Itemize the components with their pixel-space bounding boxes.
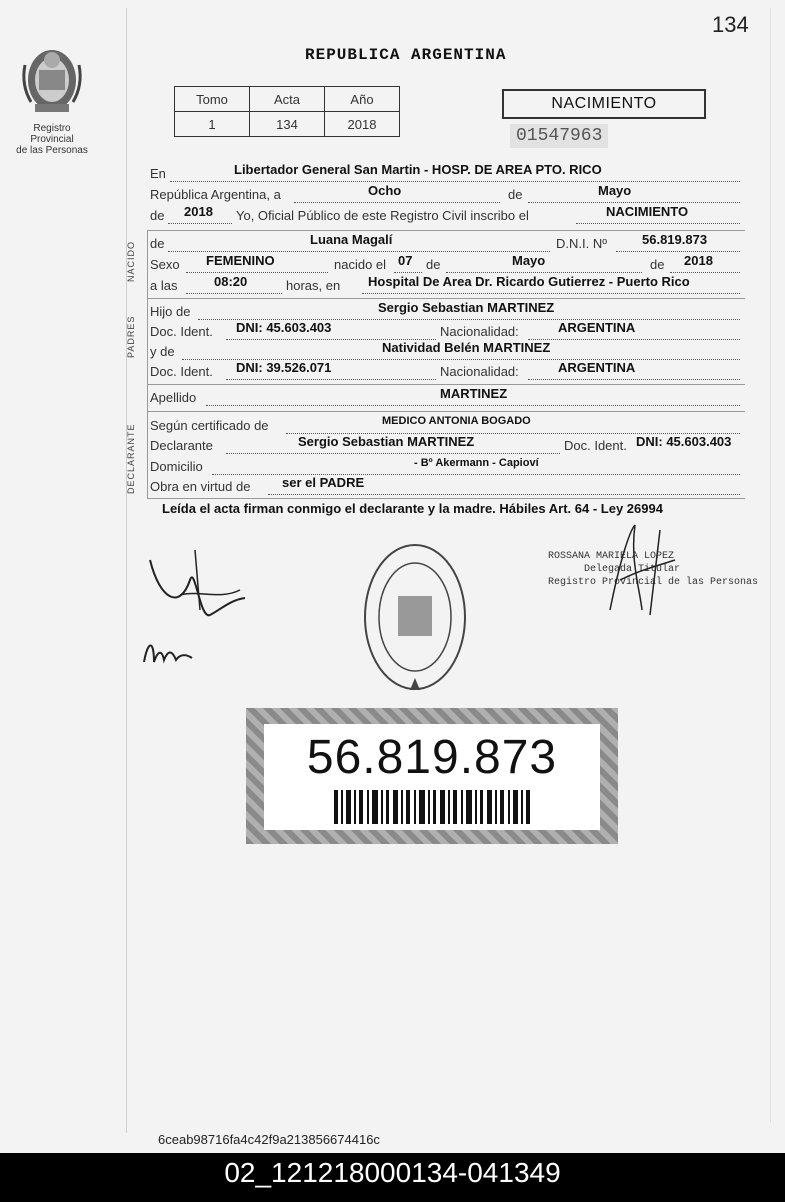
row-hora xyxy=(150,274,740,298)
nac-de-label: de xyxy=(426,257,441,272)
dni-value: 56.819.873 xyxy=(642,232,708,247)
sexo-value: FEMENINO xyxy=(206,253,275,268)
mother-signature-icon xyxy=(140,636,200,666)
de2-label: de xyxy=(150,208,165,223)
nac-de2-label: de xyxy=(650,257,665,272)
table-row xyxy=(175,87,400,112)
yde-label: y de xyxy=(150,344,175,359)
logo-caption-2: de las Personas xyxy=(16,145,88,156)
anio-value: 2018 xyxy=(325,112,400,137)
domicilio-label: Domicilio xyxy=(150,459,203,474)
page-right-edge xyxy=(770,8,771,1123)
declarante-label: Declarante xyxy=(150,438,213,453)
doc2-value: DNI: 39.526.071 xyxy=(236,360,332,375)
row-en xyxy=(150,162,740,186)
en-value: Libertador General San Martin - HOSP. DE AREA PTO. RICO xyxy=(234,162,602,177)
nombre-label: de xyxy=(150,236,165,251)
apellido-value: MARTINEZ xyxy=(440,386,508,401)
delegate-name: ROSSANA MARIELA LOPEZ xyxy=(548,551,675,562)
nac-anio-value: 2018 xyxy=(684,253,713,268)
row-declarante xyxy=(150,434,740,458)
col-anio-header: Año xyxy=(325,87,400,112)
col-acta-header: Acta xyxy=(250,87,325,112)
lugar-value: Hospital De Area Dr. Ricardo Gutierrez - Puerto Rico xyxy=(368,274,690,289)
nombre-value: Luana Magalí xyxy=(310,232,393,247)
declarante-section-label: DECLARANTE xyxy=(126,423,136,494)
acta-value: 134 xyxy=(250,112,325,137)
padre-value: Sergio Sebastian MARTINEZ xyxy=(378,300,555,315)
de-label: de xyxy=(508,187,523,202)
registry-table xyxy=(174,86,400,137)
serial-number: 01547963 xyxy=(510,124,608,148)
alas-label: a las xyxy=(150,278,178,293)
document-hash: 6ceab98716fa4c42f9a213856674416c xyxy=(158,1132,380,1147)
nacido-section-label: NACIDO xyxy=(126,240,136,282)
section-divider xyxy=(147,498,745,499)
nac2-label: Nacionalidad: xyxy=(440,364,519,379)
coat-of-arms-icon xyxy=(17,40,87,118)
id-number-stamp xyxy=(246,708,618,844)
stamp-panel xyxy=(264,724,600,830)
footer-bar xyxy=(0,1153,785,1202)
row-apellido xyxy=(150,386,740,410)
section-divider xyxy=(147,298,745,299)
delegate-office: Registro Provincial de las Personas xyxy=(548,577,759,588)
nac2-value: ARGENTINA xyxy=(558,360,636,375)
logo-caption-1: Registro Provincial xyxy=(30,123,74,145)
closing-text: Leída el acta firman conmigo el declarante y la madre. Hábiles Art. 64 - Ley 26994 xyxy=(162,501,663,516)
sexo-label: Sexo xyxy=(150,257,180,272)
dotted-line xyxy=(528,187,740,203)
row-domicilio xyxy=(150,459,740,479)
padres-section-label: PADRES xyxy=(126,315,136,358)
cert-label: Según certificado de xyxy=(150,418,269,433)
registry-logo xyxy=(12,40,92,156)
row-obra xyxy=(150,475,740,499)
declarante-value: Sergio Sebastian MARTINEZ xyxy=(298,434,475,449)
section-divider xyxy=(147,230,745,231)
hijo-label: Hijo de xyxy=(150,304,191,319)
col-tomo-header: Tomo xyxy=(175,87,250,112)
apellido-label: Apellido xyxy=(150,390,197,405)
nac1-label: Nacionalidad: xyxy=(440,324,519,339)
madre-value: Natividad Belén MARTINEZ xyxy=(382,340,551,355)
en-label: En xyxy=(150,166,166,181)
section-divider xyxy=(147,384,745,385)
official-seal-icon xyxy=(360,538,470,696)
doc2-label: Doc. Ident. xyxy=(150,364,213,379)
document-title: REPUBLICA ARGENTINA xyxy=(305,46,507,64)
cert-value: MEDICO ANTONIA BOGADO xyxy=(382,415,531,427)
mes-value: Mayo xyxy=(598,183,632,198)
footer-id: 02_121218000134-041349 xyxy=(224,1157,561,1188)
doc1-value: DNI: 45.603.403 xyxy=(236,320,332,335)
nac-dia-value: 07 xyxy=(398,253,413,268)
obra-value: ser el PADRE xyxy=(282,475,365,490)
section-sidebar-line xyxy=(147,230,148,498)
row-doc-madre xyxy=(150,360,740,384)
tomo-value: 1 xyxy=(175,112,250,137)
obra-label: Obra en virtud de xyxy=(150,479,251,494)
nacido-label: nacido el xyxy=(334,257,387,272)
dni-label: D.N.I. Nº xyxy=(556,236,607,251)
horas-label: horas, en xyxy=(286,278,341,293)
record-type-box: NACIMIENTO xyxy=(502,89,706,119)
domicilio-value: - Bº Akermann - Capioví xyxy=(414,457,539,469)
tipo-value: NACIMIENTO xyxy=(606,204,689,219)
dia-value: Ocho xyxy=(368,183,402,198)
page-number: 134 xyxy=(712,12,749,37)
republica-label: República Argentina, a xyxy=(150,187,281,202)
page-left-edge xyxy=(126,8,127,1133)
doc3-label: Doc. Ident. xyxy=(564,438,627,453)
anio-value-field: 2018 xyxy=(184,204,213,219)
parent-signature-icon xyxy=(140,540,260,630)
table-row xyxy=(175,112,400,137)
official-signature-icon xyxy=(590,520,680,620)
section-divider xyxy=(147,411,745,412)
yo-label: Yo, Oficial Público de este Registro Civil inscribo el xyxy=(236,208,529,223)
doc1-label: Doc. Ident. xyxy=(150,324,213,339)
nac1-value: ARGENTINA xyxy=(558,320,636,335)
barcode-icon xyxy=(334,790,530,824)
stamp-number: 56.819.873 xyxy=(306,731,558,784)
delegate-role: Delegada Titular xyxy=(584,564,681,575)
doc3-value: DNI: 45.603.403 xyxy=(636,434,732,449)
row-inscribo xyxy=(150,204,740,228)
hora-value: 08:20 xyxy=(214,274,248,289)
nac-mes-value: Mayo xyxy=(512,253,546,268)
